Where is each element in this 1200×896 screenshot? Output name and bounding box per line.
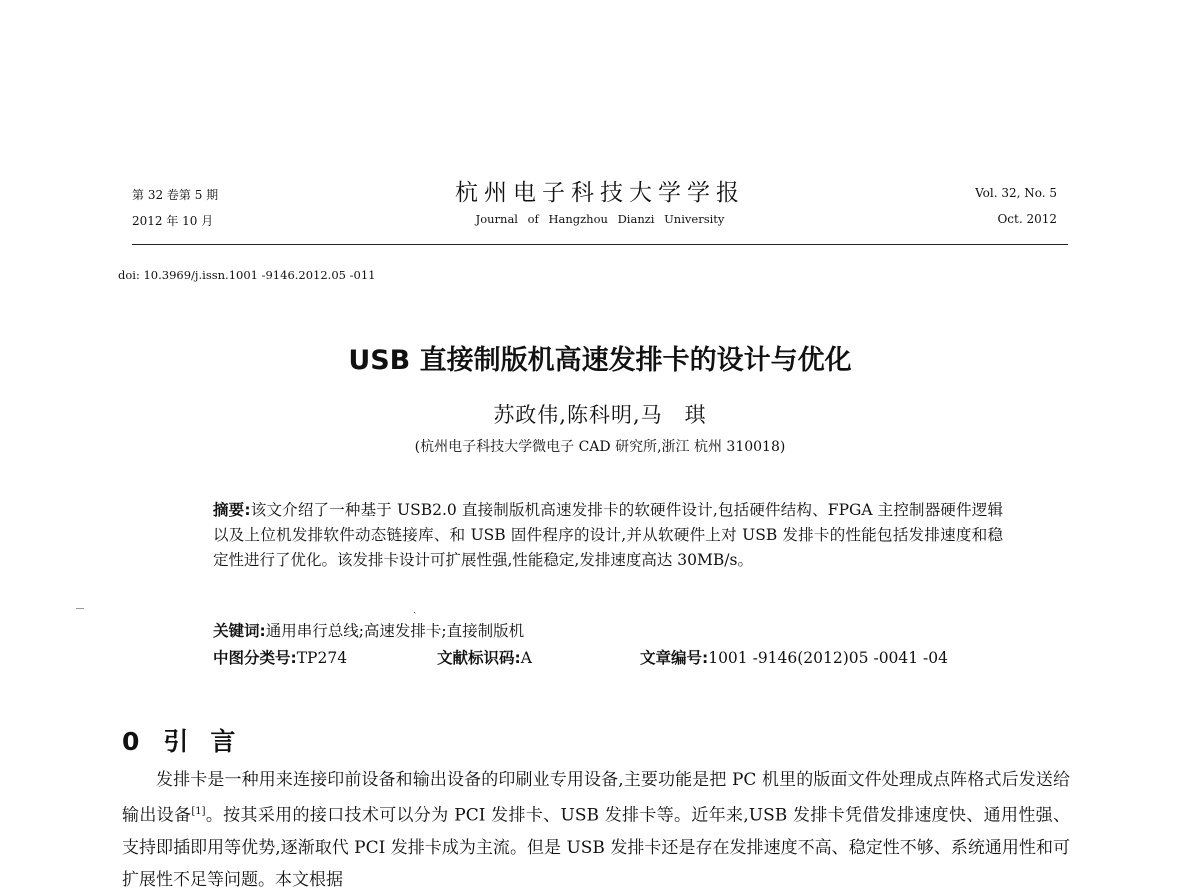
article-number-label: 文章编号: — [640, 649, 709, 667]
volume-issue-cn: 第 32 卷第 5 期 — [132, 188, 219, 202]
header-rule — [132, 244, 1068, 245]
authors: 苏政伟,陈科明,马 琪 — [493, 403, 707, 427]
journal-name-en: Journal of Hangzhou Dianzi University — [475, 212, 725, 226]
section-title: 引言 — [163, 727, 258, 756]
abstract-text: 该文介绍了一种基于 USB2.0 直接制版机高速发排卡的软硬件设计,包括硬件结构、FPGA 主控制器硬件逻辑以及上位机发排软件动态链接库、和 USB 固件程序的设计,并从软硬件上对 USB 发排卡的性能包括发排速度和稳定性进行了优化。该发排卡设计可扩展性强,性能稳定,发排速度高达 30MB/s。 — [213, 501, 1003, 569]
keywords — [213, 619, 524, 641]
document-code — [437, 646, 532, 668]
body-text — [122, 764, 1070, 896]
citation-ref: [1] — [191, 806, 206, 817]
paragraph-part-2: 。按其采用的接口技术可以分为 PCI 发排卡、USB 发排卡等。近年来,USB 发排卡凭借发排速度快、通用性强、支持即插即用等优势,逐渐取代 PCI 发排卡成为主流。但是 USB 发排卡还是存在发排速度不高、稳定性不够、系统通用性和可扩展性不足等问题。本文根据 — [122, 805, 1070, 890]
date-cn: 2012 年 10 月 — [132, 214, 214, 228]
article-number-value: 1001 -9146(2012)05 -0041 -04 — [708, 649, 949, 667]
article-number — [640, 646, 948, 668]
abstract-label: 摘要: — [213, 501, 251, 519]
volume-issue-en: Vol. 32, No. 5 — [975, 186, 1057, 200]
section-heading — [122, 722, 257, 758]
date-en: Oct. 2012 — [997, 212, 1057, 226]
paper-title: USB 直接制版机高速发排卡的设计与优化 — [348, 345, 852, 376]
paragraph — [122, 764, 1070, 896]
journal-name-cn: 杭州电子科技大学学报 — [455, 180, 745, 206]
classification-value: TP274 — [296, 649, 348, 667]
classification — [213, 646, 347, 668]
keywords-label: 关键词: — [213, 622, 266, 640]
affiliation: (杭州电子科技大学微电子 CAD 研究所,浙江 杭州 310018) — [414, 439, 786, 455]
doi: doi: 10.3969/j.issn.1001 -9146.2012.05 -011 — [118, 268, 376, 282]
document-code-value: A — [520, 649, 532, 667]
abstract — [213, 498, 1003, 573]
paragraph-part-1: 发排卡是一种用来连接印前设备和输出设备的印刷业专用设备,主要功能是把 PC 机里的版面文件处理成点阵格式后发送给输出设备 — [122, 770, 1070, 826]
margin-tick — [76, 608, 84, 609]
keywords-text: 通用串行总线;高速发排卡;直接制版机 — [265, 622, 525, 640]
section-number: 0 — [122, 727, 140, 756]
document-code-label: 文献标识码: — [437, 649, 521, 667]
stray-mark: ˎ — [413, 603, 417, 614]
classification-label: 中图分类号: — [213, 649, 297, 667]
